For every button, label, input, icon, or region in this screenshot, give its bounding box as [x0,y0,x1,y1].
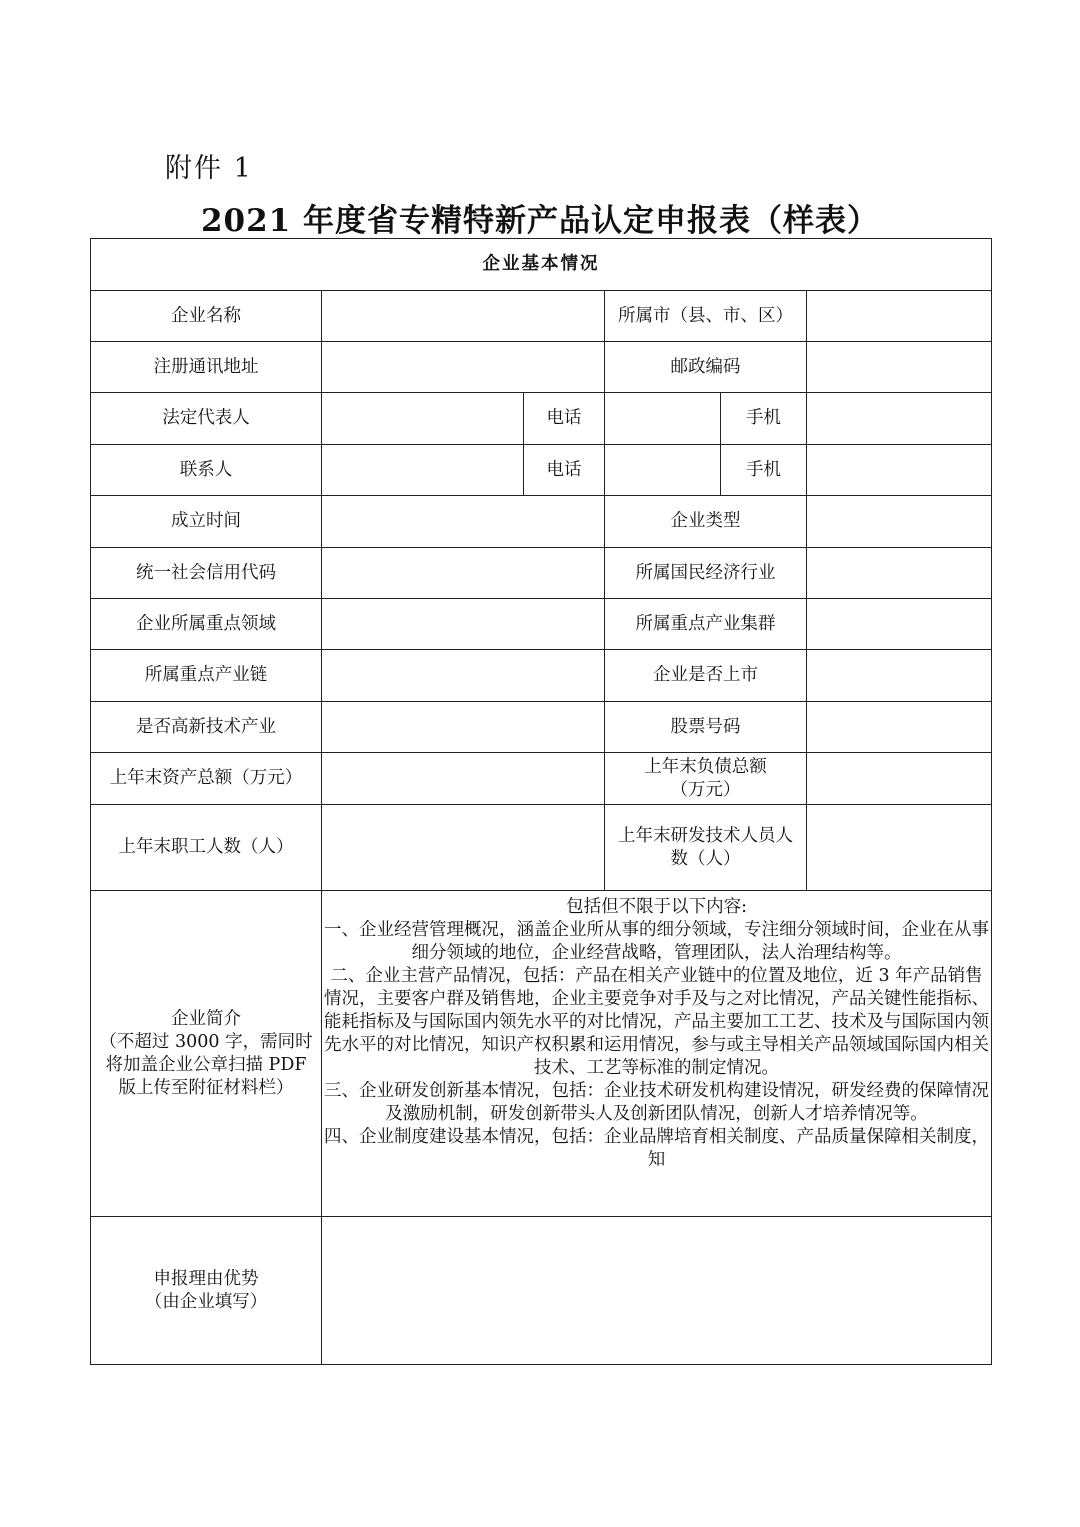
application-form-table [90,238,992,1365]
intro-paragraph-0: 包括但不限于以下内容: [566,896,747,917]
field-credit-code[interactable] [322,548,605,599]
field-key-field[interactable] [322,599,605,650]
label-address: 注册通讯地址 [91,342,322,393]
label-phone-contact: 电话 [524,445,605,496]
field-legal-rep[interactable] [322,393,524,445]
attachment-label: 附件 1 [165,153,253,184]
intro-note-line1: （不超过 3000 字，需同时 [99,1031,313,1052]
label-total-liabilities-line1: 上年末负债总额 [644,756,767,777]
label-company-name: 企业名称 [91,291,322,342]
label-key-cluster: 所属重点产业集群 [605,599,807,650]
label-key-chain: 所属重点产业链 [91,650,322,702]
intro-paragraph-3: 三、企业研发创新基本情况，包括：企业技术研发机构建设情况，研发经费的保障情况及激励机制，研发创新带头人及创新团队情况，创新人才培养情况等。 [324,1080,990,1124]
label-listed: 企业是否上市 [605,650,807,702]
field-company-name[interactable] [322,291,605,342]
reason-title: 申报理由优势 [153,1268,259,1289]
label-company-type: 企业类型 [605,496,807,548]
field-city[interactable] [807,291,992,342]
field-key-chain[interactable] [322,650,605,702]
field-industry[interactable] [807,548,992,599]
label-rd-staff-line2: 数（人） [670,848,741,869]
field-application-reason[interactable] [322,1217,992,1365]
intro-content [322,896,991,1212]
section-header: 企业基本情况 [91,239,992,291]
label-industry: 所属国民经济行业 [605,548,807,599]
label-city: 所属市（县、市、区） [605,291,807,342]
label-postcode: 邮政编码 [605,342,807,393]
field-company-type[interactable] [807,496,992,548]
label-application-reason [91,1217,322,1365]
form-title: 2021 年度省专精特新产品认定申报表（样表） [200,203,880,239]
field-total-assets[interactable] [322,753,605,805]
field-key-cluster[interactable] [807,599,992,650]
label-total-assets: 上年末资产总额（万元） [91,753,322,805]
field-founded[interactable] [322,496,605,548]
field-phone-legal-rep[interactable] [605,393,721,445]
label-high-tech: 是否高新技术产业 [91,702,322,753]
field-rd-staff[interactable] [807,805,992,891]
field-total-liabilities[interactable] [807,753,992,805]
field-company-intro[interactable] [322,891,992,1217]
label-stock-code: 股票号码 [605,702,807,753]
field-high-tech[interactable] [322,702,605,753]
field-contact[interactable] [322,445,524,496]
intro-note-line2: 将加盖企业公章扫描 PDF [105,1054,307,1075]
label-total-liabilities-line2: （万元） [670,779,741,800]
label-mobile-contact: 手机 [721,445,807,496]
intro-paragraph-2: 二、企业主营产品情况，包括：产品在相关产业链中的位置及地位，近 3 年产品销售情况，主要客户群及销售地，企业主要竞争对手及与之对比情况，产品关键性能指标、能耗指标及与国际国内领先水平的对比情况，产品主要加工工艺、技术及与国际国内领先水平的对比情况，知识产权积累和运用情况，参与或主导相关产品领域国际国内相关技术、工艺等标准的制定情况。 [324,965,990,1078]
field-employees[interactable] [322,805,605,891]
label-rd-staff-line1: 上年末研发技术人员人 [618,825,793,846]
intro-paragraph-4: 四、企业制度建设基本情况，包括：企业品牌培育相关制度、产品质量保障相关制度，知 [324,1126,990,1170]
field-mobile-legal-rep[interactable] [807,393,992,445]
label-total-liabilities [605,753,807,805]
intro-title: 企业简介 [171,1008,241,1029]
label-company-intro [91,891,322,1217]
label-credit-code: 统一社会信用代码 [91,548,322,599]
reason-note: （由企业填写） [144,1291,268,1312]
label-employees: 上年末职工人数（人） [91,805,322,891]
intro-note-line3: 版上传至附征材料栏） [118,1077,294,1098]
label-key-field: 企业所属重点领域 [91,599,322,650]
field-postcode[interactable] [807,342,992,393]
field-phone-contact[interactable] [605,445,721,496]
label-phone-legal-rep: 电话 [524,393,605,445]
field-stock-code[interactable] [807,702,992,753]
field-listed[interactable] [807,650,992,702]
label-rd-staff [605,805,807,891]
label-mobile-legal-rep: 手机 [721,393,807,445]
label-founded: 成立时间 [91,496,322,548]
field-mobile-contact[interactable] [807,445,992,496]
label-legal-rep: 法定代表人 [91,393,322,445]
intro-paragraph-1: 一、企业经营管理概况，涵盖企业所从事的细分领域，专注细分领域时间，企业在从事细分领域的地位，企业经营战略，管理团队，法人治理结构等。 [324,919,990,963]
field-address[interactable] [322,342,605,393]
label-contact: 联系人 [91,445,322,496]
